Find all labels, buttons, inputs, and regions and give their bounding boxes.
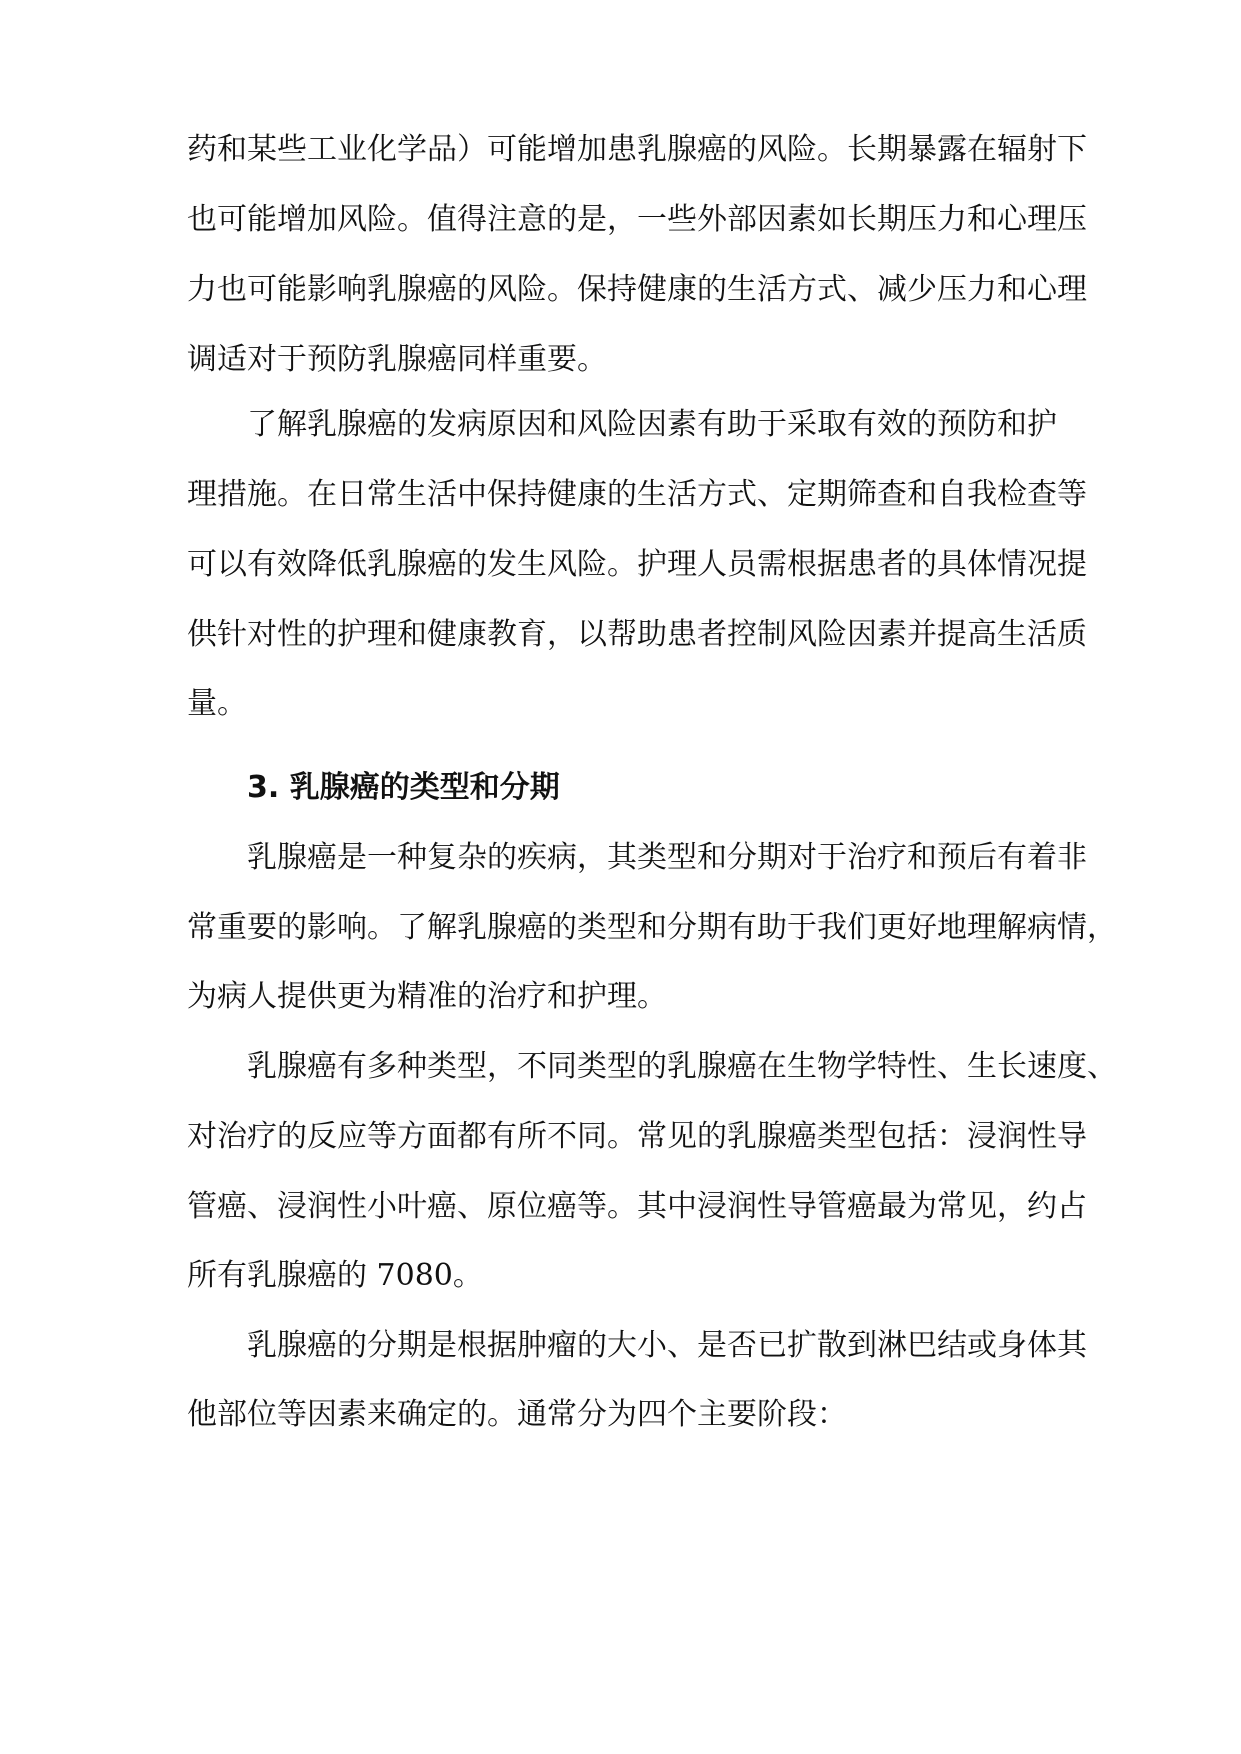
paragraph-3-line-1: 乳腺癌是一种复杂的疾病，其类型和分期对于治疗和预后有着非 bbox=[247, 840, 1087, 875]
paragraph-4-line-4: 所有乳腺癌的 7080。 bbox=[187, 1258, 483, 1293]
paragraph-5-line-1: 乳腺癌的分期是根据肿瘤的大小、是否已扩散到淋巴结或身体其 bbox=[247, 1328, 1087, 1363]
paragraph-5-line-2: 他部位等因素来确定的。通常分为四个主要阶段： bbox=[187, 1397, 847, 1432]
paragraph-1-line-2: 也可能增加风险。值得注意的是，一些外部因素如长期压力和心理压 bbox=[187, 202, 1087, 237]
paragraph-1-line-4: 调适对于预防乳腺癌同样重要。 bbox=[187, 342, 607, 377]
paragraph-4-line-3: 管癌、浸润性小叶癌、原位癌等。其中浸润性导管癌最为常见，约占 bbox=[187, 1189, 1087, 1224]
paragraph-1-line-1: 药和某些工业化学品）可能增加患乳腺癌的风险。长期暴露在辐射下 bbox=[187, 132, 1087, 167]
paragraph-2-line-4: 供针对性的护理和健康教育，以帮助患者控制风险因素并提高生活质 bbox=[187, 617, 1087, 652]
paragraph-1-line-3: 力也可能影响乳腺癌的风险。保持健康的生活方式、减少压力和心理 bbox=[187, 272, 1087, 307]
paragraph-2-line-2: 理措施。在日常生活中保持健康的生活方式、定期筛查和自我检查等 bbox=[187, 477, 1087, 512]
paragraph-3-line-2: 常重要的影响。了解乳腺癌的类型和分期有助于我们更好地理解病情， bbox=[187, 910, 1117, 945]
section-heading: 3. 乳腺癌的类型和分期 bbox=[247, 770, 560, 805]
paragraph-4-line-1: 乳腺癌有多种类型，不同类型的乳腺癌在生物学特性、生长速度、 bbox=[247, 1049, 1117, 1084]
paragraph-3-line-3: 为病人提供更为精准的治疗和护理。 bbox=[187, 979, 667, 1014]
paragraph-4-line-2: 对治疗的反应等方面都有所不同。常见的乳腺癌类型包括：浸润性导 bbox=[187, 1119, 1087, 1154]
paragraph-2-line-1: 了解乳腺癌的发病原因和风险因素有助于采取有效的预防和护 bbox=[247, 407, 1057, 442]
paragraph-2-line-5: 量。 bbox=[187, 686, 247, 721]
paragraph-2-line-3: 可以有效降低乳腺癌的发生风险。护理人员需根据患者的具体情况提 bbox=[187, 547, 1087, 582]
